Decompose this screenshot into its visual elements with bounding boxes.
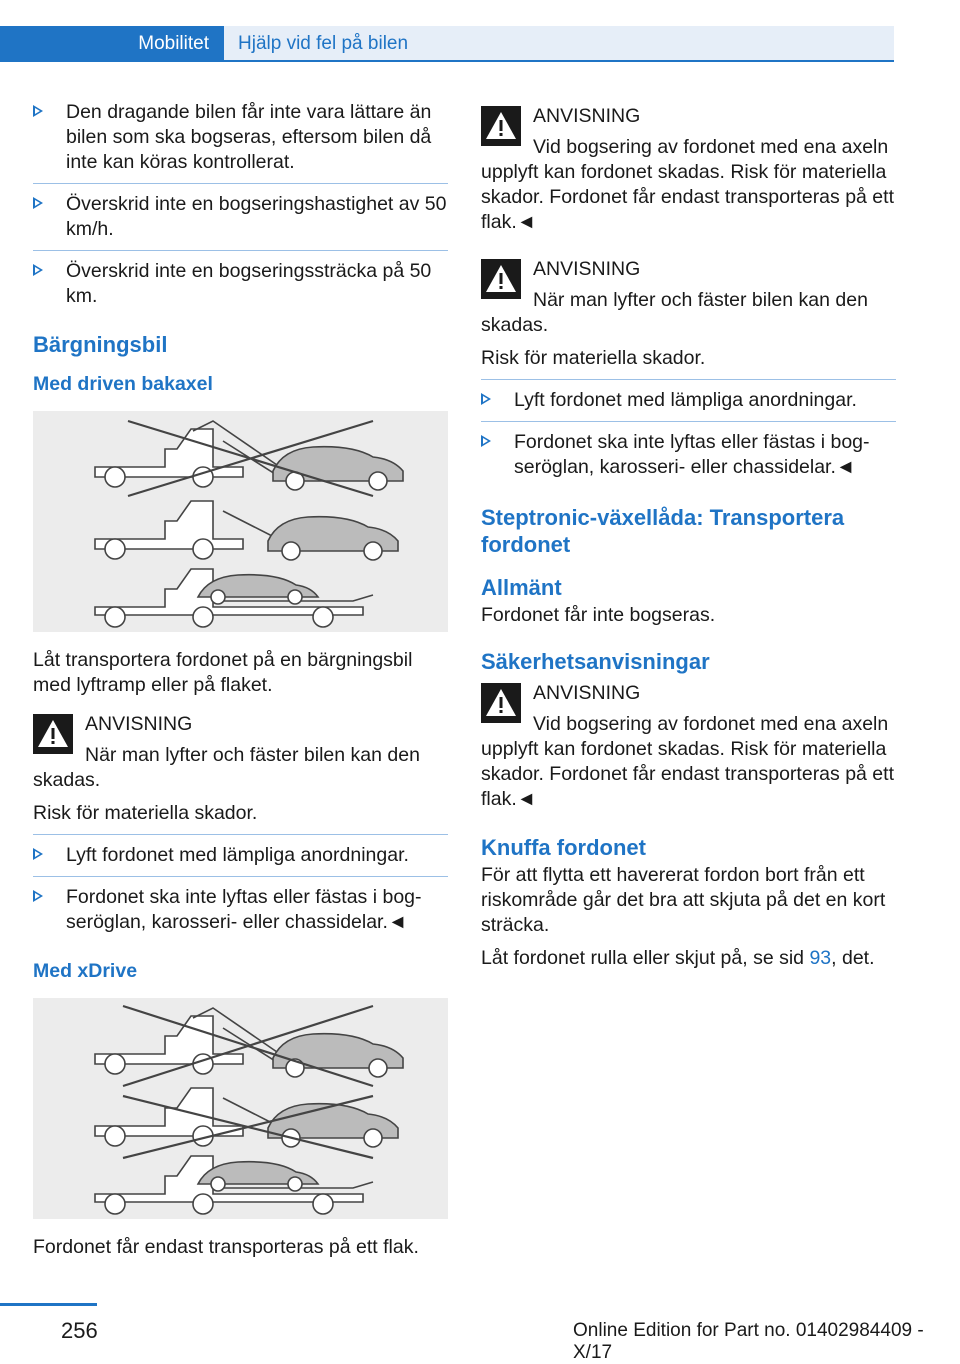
- page-link[interactable]: 93: [809, 947, 832, 969]
- risk-text: Risk för materiella skador.: [33, 802, 258, 824]
- warning-block: [481, 104, 896, 235]
- bullet-triangle-icon: [33, 105, 43, 117]
- warning-block: [481, 681, 896, 812]
- divider: [33, 250, 448, 251]
- warning-title: ANVISNING: [85, 713, 193, 735]
- warning-text: Vid bogsering av fordonet med ena axeln upplyft kan fordonet skadas. Risk för materiella skador. Fordonet får endast transporteras på ett flak.◄: [481, 713, 894, 810]
- divider: [33, 183, 448, 184]
- heading-sakerhetsanvisningar: Säkerhetsanvisningar: [481, 649, 710, 674]
- warning-text: Vid bogsering av fordonet med ena axeln upplyft kan fordonet skadas. Risk för materiella skador. Fordonet får endast transporteras på ett flak.◄: [481, 136, 894, 233]
- list-item: Den dragande bilen får inte vara lättare än bilen som ska bogseras, eftersom bilen då inte kan köras kontrollerat.: [33, 100, 448, 175]
- warning-icon: [481, 106, 521, 146]
- knuffa-text: För att flytta ett havererat fordon bort från ett riskområde går det bra att skjuta på det en kort sträcka.: [481, 864, 886, 936]
- list-item: Överskrid inte en bogseringshastighet av 50 km/h.: [33, 192, 448, 242]
- divider: [481, 421, 896, 422]
- bullet-triangle-icon: [481, 393, 491, 405]
- heading-xdrive: Med xDrive: [33, 960, 138, 982]
- warning-title: ANVISNING: [533, 105, 641, 127]
- warning-block: [33, 712, 448, 793]
- warning-title: ANVISNING: [533, 258, 641, 280]
- header-rule: [0, 60, 894, 62]
- warning-icon: [481, 683, 521, 723]
- bullet-triangle-icon: [33, 890, 43, 902]
- divider: [481, 379, 896, 380]
- tow-truck-illustration-xdrive: [33, 998, 448, 1219]
- figure-caption: Fordonet får endast transporteras på ett flak.: [33, 1236, 419, 1258]
- bullet-triangle-icon: [33, 848, 43, 860]
- warning-text: När man lyfter och fäster bilen kan den skadas.: [33, 744, 420, 791]
- chapter-tab[interactable]: Hjälp vid fel på bilen: [224, 26, 894, 61]
- list-item: Lyft fordonet med lämpliga anordningar.: [33, 843, 448, 868]
- heading-allmant: Allmänt: [481, 575, 562, 600]
- footer-rule: [0, 1303, 97, 1306]
- bullet-triangle-icon: [33, 264, 43, 276]
- figure-caption: Låt transportera fordonet på en bärgningsbil med lyftramp eller på flaket.: [33, 649, 413, 696]
- list-item: Överskrid inte en bogseringssträcka på 50 km.: [33, 259, 448, 309]
- heading-driven-bakaxel: Med driven bakaxel: [33, 373, 213, 395]
- bullet-triangle-icon: [33, 197, 43, 209]
- section-tab[interactable]: Mobilitet: [0, 26, 224, 61]
- warning-title: ANVISNING: [533, 682, 641, 704]
- divider: [33, 876, 448, 877]
- warning-text: När man lyfter och fäster bilen kan den skadas.: [481, 289, 868, 336]
- warning-icon: [33, 714, 73, 754]
- list-item: Lyft fordonet med lämpliga anordningar.: [481, 388, 896, 413]
- risk-text: Risk för materiella skador.: [481, 347, 706, 369]
- knuffa-reference: Låt fordonet rulla eller skjut på, se sid 93, det.: [481, 947, 875, 969]
- divider: [33, 834, 448, 835]
- edition-text: Online Edition for Part no. 01402984409 - X/17: [573, 1320, 924, 1363]
- right-column: [481, 104, 896, 979]
- allmant-text: Fordonet får inte bogseras.: [481, 604, 716, 626]
- heading-steptronic: Steptronic-växellåda: Transportera fordonet: [481, 505, 845, 557]
- left-column: [33, 100, 448, 1268]
- list-item: Fordonet ska inte lyftas eller fästas i bogseröglan, karosseri- eller chassidelar.◄: [481, 430, 896, 480]
- warning-block: [481, 257, 896, 338]
- warning-icon: [481, 259, 521, 299]
- list-item: Fordonet ska inte lyftas eller fästas i bogseröglan, karosseri- eller chassidelar.◄: [33, 885, 448, 935]
- page-number: 256: [61, 1318, 98, 1343]
- heading-knuffa-fordonet: Knuffa fordonet: [481, 835, 646, 860]
- bullet-triangle-icon: [481, 435, 491, 447]
- heading-bargningsbil: Bärgningsbil: [33, 332, 168, 357]
- tow-truck-illustration-rear-drive: [33, 411, 448, 632]
